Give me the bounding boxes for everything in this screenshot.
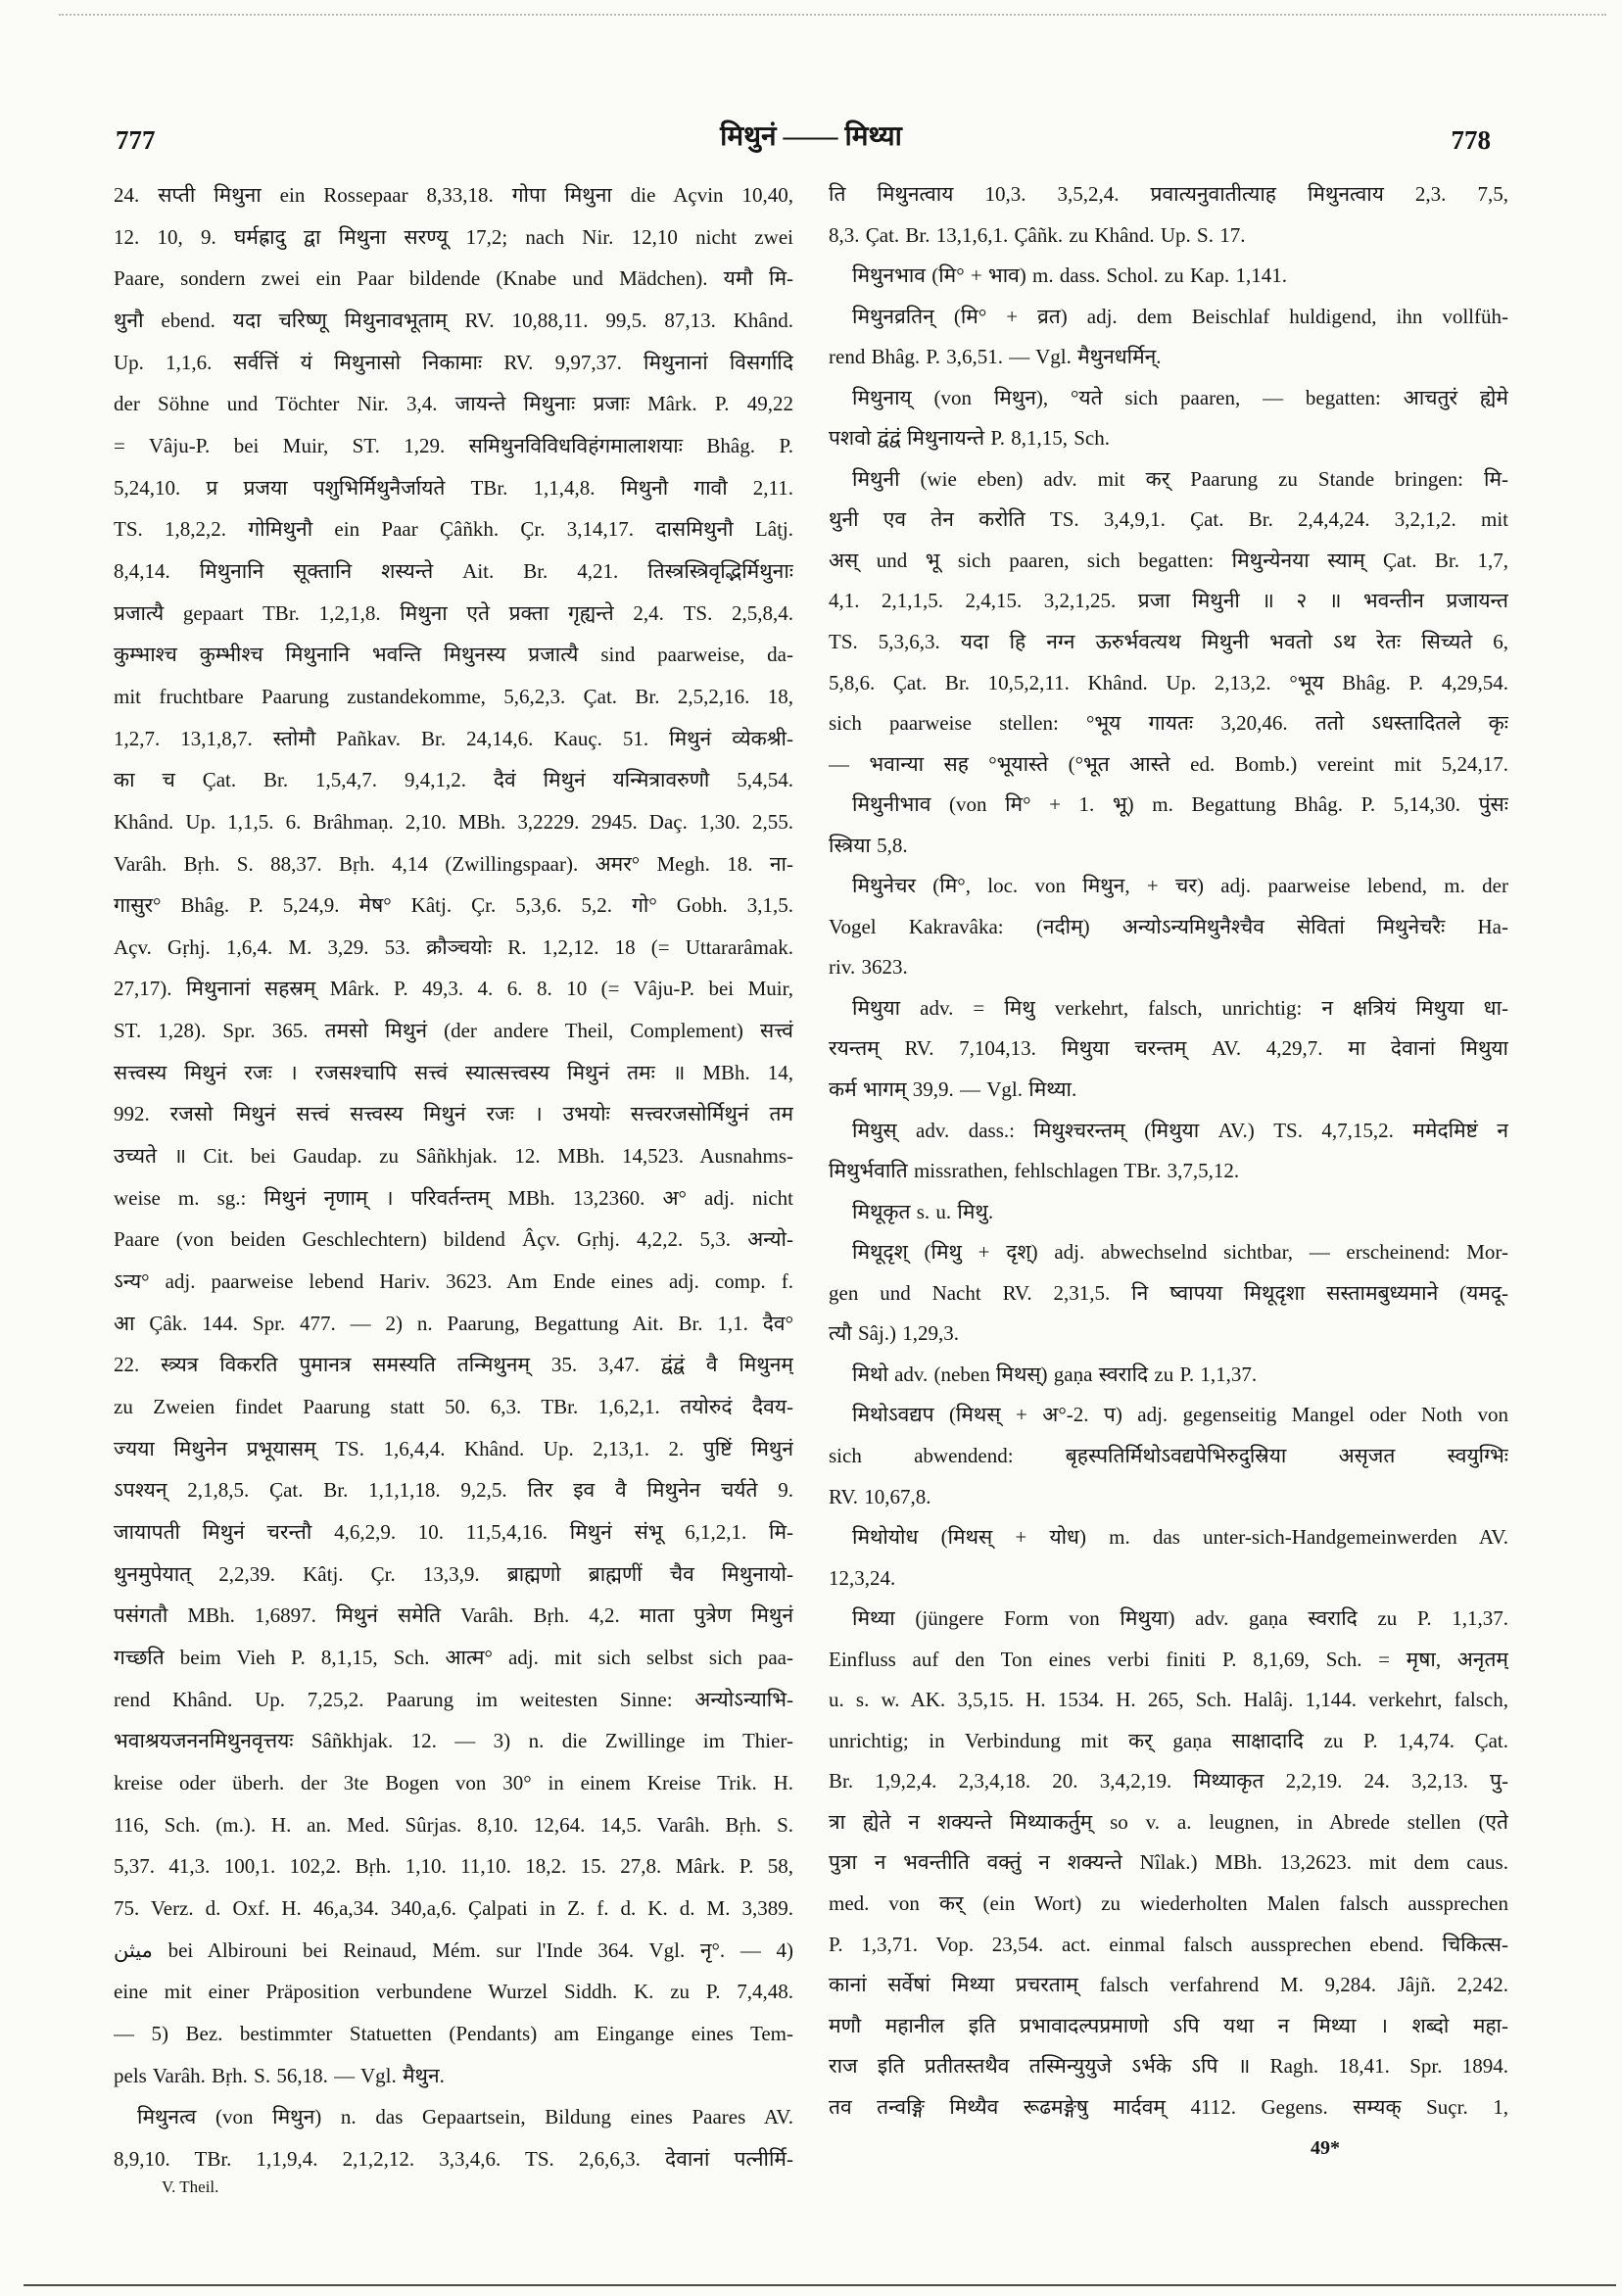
text-line: sich abwendend: बृहस्पतिर्मिथोऽवद्यपेभिरुदुस्रिया असृजत स्वयुग्भिः bbox=[829, 1443, 1508, 1467]
entry-headline: मिथो adv. (neben मिथस्) gaṇa स्वरादि zu P. 1,1,37. bbox=[852, 1362, 1258, 1386]
text-line: TS. 5,3,6,3. यदा हि नग्न ऊरुर्भवत्यथ मिथुनी भवतो ऽथ रेतः सिच्यते 6, bbox=[829, 630, 1508, 654]
entry-headline: मिथ्या (jüngere Form von मिथुया) adv. gaṇa स्वरादि zu P. 1,1,37. bbox=[852, 1606, 1508, 1631]
text-line: मणौ महानील इति प्रभावादल्पप्रमाणो ऽपि यथा न मिथ्या । शब्दो महा- bbox=[829, 2013, 1508, 2037]
text-line: जायापती मिथुनं चरन्तौ 4,6,2,9. 10. 11,5,4,16. मिथुनं संभू 6,1,2,1. मि- bbox=[114, 1520, 793, 1544]
text-line: 992. रजसो मिथुनं सत्त्वं सत्त्वस्य मिथुनं रजः । उभयोः सत्त्वरजसोर्मिथुनं तम bbox=[114, 1102, 793, 1126]
text-line: उच्यते ॥ Cit. bei Gaudap. zu Sâñkhjak. 12. MBh. 14,523. Ausnahms- bbox=[114, 1144, 793, 1169]
volume-signature: V. Theil. bbox=[162, 2177, 219, 2196]
text-line: 5,37. 41,3. 100,1. 102,2. Bṛh. 1,10. 11,10. 18,2. 15. 27,8. Mârk. P. 58, bbox=[114, 1854, 793, 1879]
entry-headline: मिथुया adv. = मिथु verkehrt, falsch, unrichtig: न क्षत्रियं मिथुया धा- bbox=[852, 995, 1508, 1020]
text-line: rend Khând. Up. 7,25,2. Paarung im weitesten Sinne: अन्योऽन्याभि- bbox=[114, 1687, 793, 1711]
text-line: Vogel Kakravâka: (नदीम्) अन्योऽन्यमिथुनैश्चैव सेवितां मिथुनेचरैः Ha- bbox=[829, 914, 1508, 938]
entry-headline: मिथुनेचर (मि°, loc. von मिथुन, + चर) adj. paarweise lebend, m. der bbox=[852, 874, 1508, 898]
text-line: रयन्तम् RV. 7,104,13. मिथुया चरन्तम् AV. 4,29,7. मा देवानां मिथुया bbox=[829, 1036, 1508, 1061]
text-line: u. s. w. AK. 3,5,15. H. 1534. H. 265, Sch. Halâj. 1,144. verkehrt, falsch, bbox=[829, 1688, 1508, 1712]
right-page-number: 778 bbox=[1451, 125, 1491, 155]
text-line: तव तन्वङ्गि मिथ्यैव रूढमङ्गेषु मार्दवम् 4112. Gegens. सम्यक् Suçr. 1, bbox=[829, 2094, 1508, 2119]
entry-headline: मिथूकृत s. u. मिथु. bbox=[852, 1199, 994, 1223]
text-line: 75. Verz. d. Oxf. H. 46,a,34. 340,a,6. Çalpati in Z. f. d. K. d. M. 3,389. bbox=[114, 1895, 793, 1920]
text-line: 12,3,24. bbox=[829, 1565, 896, 1590]
text-line: 24. सप्ती मिथुना ein Rossepaar 8,33,18. गोपा मिथुना die Açvin 10,40, bbox=[114, 183, 793, 207]
text-line: का च Çat. Br. 1,5,4,7. 9,4,1,2. दैवं मिथुनं यन्मित्रावरुणौ 5,4,54. bbox=[114, 768, 793, 792]
text-line: kreise oder überh. der 3te Bogen von 30° in einem Kreise Trik. H. bbox=[114, 1770, 793, 1794]
text-line: mit fruchtbare Paarung zustandekomme, 5,6,2,3. Çat. Br. 2,5,2,16. 18, bbox=[114, 684, 793, 708]
text-line: Paare (von beiden Geschlechtern) bildend Âçv. Gṛhj. 4,2,2. 5,3. अन्यो- bbox=[114, 1227, 793, 1252]
text-line: der Söhne und Töchter Nir. 3,4. जायन्ते मिथुनाः प्रजाः Mârk. P. 49,22 bbox=[114, 392, 793, 416]
text-line: राज इति प्रतीतस्तथैव तस्मिन्युयुजे ऽर्भके ऽपि ॥ Ragh. 18,41. Spr. 1894. bbox=[829, 2054, 1508, 2079]
text-line: Varâh. Bṛh. S. 88,37. Bṛh. 4,14 (Zwillingspaar). अमर° Megh. 18. ना- bbox=[114, 851, 793, 876]
text-line: गच्छति beim Vieh P. 8,1,15, Sch. आत्म° adj. mit sich selbst sich paa- bbox=[114, 1645, 793, 1669]
text-line: med. von कर् (ein Wort) zu wiederholten Malen falsch aussprechen bbox=[829, 1890, 1508, 1915]
text-line: rend Bhâg. P. 3,6,51. — Vgl. मैथुनधर्मिन्. bbox=[829, 345, 1162, 369]
text-line: TS. 1,8,2,2. गोमिथुनौ ein Paar Çâñkh. Çr. 3,14,17. दासमिथुनौ Lâṭj. bbox=[114, 517, 793, 542]
text-line: 5,24,10. प्र प्रजया पशुभिर्मिथुनैर्जायते TBr. 1,1,4,8. मिथुनौ गावौ 2,11. bbox=[114, 475, 793, 500]
entry-headline: मिथुनव्रतिन् (मि° + व्रत) adj. dem Beischlaf huldigend, ihn vollfüh- bbox=[852, 304, 1508, 328]
text-line: पशवो द्वंद्वं मिथुनायन्ते P. 8,1,15, Sch. bbox=[829, 426, 1110, 451]
text-line: त्यौ Sâj.) 1,29,3. bbox=[829, 1321, 960, 1346]
top-scan-edge bbox=[59, 14, 1606, 16]
bottom-scan-edge bbox=[24, 2284, 1616, 2286]
text-line: भवाश्रयजननमिथुनवृत्तयः Sâñkhjak. 12. — 3) n. die Zwillinge im Thier- bbox=[114, 1729, 793, 1753]
entry-headline: मिथोयोध (मिथस् + योध) m. das unter-sich-Handgemeinwerden AV. bbox=[852, 1525, 1508, 1550]
text-line: सत्त्वस्य मिथुनं रजः । रजसश्चापि सत्त्वं स्यात्सत्त्वस्य मिथुनं तमः ॥ MBh. 14, bbox=[114, 1060, 793, 1084]
text-line: weise m. sg.: मिथुनं नृणाम् । परिवर्तन्तम् MBh. 13,2360. अ° adj. nicht bbox=[114, 1185, 793, 1210]
text-line: = Vâju-P. bei Muir, ST. 1,29. समिथुनविविधविहंगमालाशयाः Bhâg. P. bbox=[114, 433, 793, 457]
text-line: 5,8,6. Çat. Br. 10,5,2,11. Khând. Up. 2,13,2. °भूय Bhâg. P. 4,29,54. bbox=[829, 670, 1508, 694]
text-line: थुनमुपेयात् 2,2,39. Kâtj. Çr. 13,3,9. ब्राह्मणो ब्राह्मणीं चैव मिथुनायो- bbox=[114, 1561, 793, 1586]
text-line: 8,3. Çat. Br. 13,1,6,1. Çâñk. zu Khând. Up. S. 17. bbox=[829, 222, 1246, 247]
entry-headline: मिथुस् adv. dass.: मिथुश्चरन्तम् (मिथुया AV.) TS. 4,7,15,2. ममेदमिष्टं न bbox=[852, 1118, 1508, 1142]
text-line: थुनी एव तेन करोति TS. 3,4,9,1. Çat. Br. 2,4,4,24. 3,2,1,2. mit bbox=[829, 507, 1508, 532]
text-line: Einfluss auf den Ton eines verbi finiti P. 8,1,69, Sch. = मृषा, अनृतम् bbox=[829, 1647, 1508, 1671]
text-line: 8,4,14. मिथुनानि सूक्तानि शस्यन्ते Ait. Br. 4,21. तिस्त्रस्त्रिवृद्भिर्मिथुनाः bbox=[114, 558, 793, 583]
text-line: RV. 10,67,8. bbox=[829, 1484, 931, 1508]
text-line: Paare, sondern zwei ein Paar bildende (Knabe und Mädchen). यमौ मि- bbox=[114, 266, 793, 291]
entry-headline: मिथुनत्व (von मिथुन) n. das Gepaartsein, Bildung eines Paares AV. bbox=[137, 2105, 793, 2129]
text-line: कर्म भागम् 39,9. — Vgl. मिथ्या. bbox=[829, 1077, 1077, 1102]
text-line: प्रजात्यै gepaart TBr. 1,2,1,8. मिथुना एते प्रक्ता गृह्यन्ते 2,4. TS. 2,5,8,4. bbox=[114, 600, 793, 625]
text-line: 4,1. 2,1,1,5. 2,4,15. 3,2,1,25. प्रजा मिथुनी ॥ २ ॥ भवन्तीन प्रजायन्त bbox=[829, 589, 1508, 613]
right-column bbox=[829, 174, 1508, 2129]
text-line: कुम्भाश्च कुम्भीश्च मिथुनानि भवन्ति मिथुनस्य प्रजात्यै sind paarweise, da- bbox=[114, 643, 793, 667]
text-line: अस् und भू sich paaren, sich begatten: मिथुन्येनया स्याम् Çat. Br. 1,7, bbox=[829, 548, 1508, 572]
text-line: P. 1,3,71. Vop. 23,54. act. einmal falsch aussprechen ebend. चिकित्स- bbox=[829, 1932, 1508, 1956]
text-line: 27,17). मिथुनानां सहस्रम् Mârk. P. 49,3. 4. 6. 8. 10 (= Vâju-P. bei Muir, bbox=[114, 977, 793, 1001]
text-line: पुत्रा न भवन्तीति वक्तुं न शक्यन्ते Nîlak.) MBh. 13,2623. mit dem caus. bbox=[829, 1850, 1508, 1875]
entry-headline: मिथूदृश् (मिथु + दृश्) adj. abwechselnd sichtbar, — erscheinend: Mor- bbox=[852, 1240, 1508, 1265]
text-line: स्त्रिया 5,8. bbox=[829, 833, 908, 857]
text-line: Br. 1,9,2,4. 2,3,4,18. 20. 3,4,2,19. मिथ्याकृत 2,2,19. 24. 3,2,13. पु- bbox=[829, 1769, 1508, 1794]
text-line: ऽन्य° adj. paarweise lebend Hariv. 3623. Am Ende eines adj. comp. f. bbox=[114, 1269, 793, 1294]
text-line: आ Çâk. 144. Spr. 477. — 2) n. Paarung, Begattung Ait. Br. 1,1. दैव° bbox=[114, 1311, 793, 1335]
text-line: 8,9,10. TBr. 1,1,9,4. 2,1,2,12. 3,3,4,6. TS. 2,6,6,3. देवानां पत्नीर्मि- bbox=[114, 2146, 793, 2171]
entry-headline: मिथुनाय् (von मिथुन), °यते sich paaren, — begatten: आचतुरं ह्येमे bbox=[852, 385, 1508, 409]
text-line: 12. 10, 9. घर्मह्रादु द्वा मिथुना सरण्यू 17,2; nach Nir. 12,10 nicht zwei bbox=[114, 224, 793, 249]
text-line: ऽपश्यन् 2,1,8,5. Çat. Br. 1,1,1,18. 9,2,5. तिर इव वै मिथुनेन चर्यते 9. bbox=[114, 1478, 793, 1503]
text-line: riv. 3623. bbox=[829, 955, 908, 980]
text-line: Up. 1,1,6. सर्वत्तिं यं मिथुनासो निकामाः RV. 9,97,37. मिथुनानां विसर्गादि bbox=[114, 350, 793, 374]
text-line: unrichtig; in Verbindung mit कर् gaṇa साक्षादादि zu P. 1,4,74. Çat. bbox=[829, 1728, 1508, 1752]
text-line: Açv. Gṛhj. 1,6,4. M. 3,29. 53. क्रौञ्चयोः R. 1,2,12. 18 (= Uttararâmak. bbox=[114, 934, 793, 959]
text-line: ST. 1,28). Spr. 365. तमसो मिथुनं (der andere Theil, Complement) सत्त्वं bbox=[114, 1019, 793, 1043]
left-column bbox=[114, 174, 793, 2181]
text-line: मिथुर्भवाति missrathen, fehlschlagen TBr. 3,7,5,12. bbox=[829, 1159, 1240, 1183]
text-line: गासुर° Bhâg. P. 5,24,9. मेष° Kâtj. Çr. 5,3,6. 5,2. गो° Gobh. 3,1,5. bbox=[114, 893, 793, 918]
text-line: थुनौ ebend. यदा चरिष्णू मिथुनावभूताम् RV. 10,88,11. 99,5. 87,13. Khând. bbox=[114, 308, 793, 332]
sheet-number: 49* bbox=[1311, 2137, 1340, 2159]
text-line: — 5) Bez. bestimmter Statuetten (Pendants) am Eingange eines Tem- bbox=[114, 2021, 793, 2045]
text-line: ज्यया मिथुनेन प्रभूयासम् TS. 1,6,4,4. Khând. Up. 2,13,1. 2. पुष्टिं मिथुनं bbox=[114, 1436, 793, 1460]
text-line: कानां सर्वेषां मिथ्या प्रचरताम् falsch verfahrend M. 9,284. Jâjñ. 2,242. bbox=[829, 1973, 1508, 1997]
text-line: पसंगतौ MBh. 1,6897. मिथुनं समेति Varâh. Bṛh. 4,2. माता पुत्रेण मिथुनं bbox=[114, 1603, 793, 1628]
text-line: त्रा ह्येते न शक्यन्ते मिथ्याकर्तुम् so v. a. leugnen, in Abrede stellen (एते bbox=[829, 1809, 1508, 1834]
text-line: sich paarweise stellen: °भूय गायतः 3,20,46. ततो ऽधस्तादितले कृः bbox=[829, 711, 1508, 736]
text-line: 22. स्त्र्यत्र विकरति पुमानत्र समस्यति तन्मिथुनम् 35. 3,47. द्वंद्वं वै मिथुनम् bbox=[114, 1353, 793, 1377]
text-line: pels Varâh. Bṛh. S. 56,18. — Vgl. मैथुन. bbox=[114, 2063, 445, 2087]
entry-headline: मिथोऽवद्यप (मिथस् + अ°-2. प) adj. gegenseitig Mangel oder Noth von bbox=[852, 1403, 1508, 1427]
text-line: 116, Sch. (m.). H. an. Med. Sûrjas. 8,10. 12,64. 14,5. Varâh. Bṛh. S. bbox=[114, 1812, 793, 1837]
entry-headline: मिथुनीभाव (von मि° + 1. भू) m. Begattung Bhâg. P. 5,14,30. पुंसः bbox=[852, 792, 1508, 817]
text-line: ति मिथुनत्वाय 10,3. 3,5,2,4. प्रवात्यनुवातीत्याह मिथुनत्वाय 2,3. 7,5, bbox=[829, 182, 1508, 206]
entry-headline: मिथुनभाव (मि° + भाव) m. dass. Schol. zu Kap. 1,141. bbox=[852, 263, 1287, 288]
text-line: eine mit einer Präposition verbundene Wurzel Siddh. K. zu P. 7,4,48. bbox=[114, 1980, 793, 2004]
left-page-number: 777 bbox=[116, 125, 156, 155]
running-title: मिथुनं —— मिथ्या bbox=[720, 121, 902, 152]
entry-headline: मिथुनी (wie eben) adv. mit कर् Paarung zu Stande bringen: मि- bbox=[852, 466, 1508, 491]
text-line: Khând. Up. 1,1,5. 6. Brâhmaṇ. 2,10. MBh. 3,2229. 2945. Daç. 1,30. 2,55. bbox=[114, 809, 793, 834]
text-line: gen und Nacht RV. 2,31,5. नि ष्वापया मिथूदृशा सस्तामबुध्यमाने (यमदू- bbox=[829, 1280, 1508, 1305]
text-line: zu Zweien findet Paarung statt 50. 6,3. TBr. 1,6,2,1. तयोरुदं दैवय- bbox=[114, 1395, 793, 1419]
text-line: — भवान्या सह °भूयास्ते (°भूत आस्ते ed. Bomb.) vereint mit 5,24,17. bbox=[829, 751, 1508, 776]
text-line: ميثن bei Albirouni bei Reinaud, Mém. sur l'Inde 364. Vgl. नृ°. — 4) bbox=[114, 1937, 793, 1962]
text-line: 1,2,7. 13,1,8,7. स्तोमौ Pañkav. Br. 24,14,6. Kauç. 51. मिथुनं व्येकश्री- bbox=[114, 726, 793, 750]
